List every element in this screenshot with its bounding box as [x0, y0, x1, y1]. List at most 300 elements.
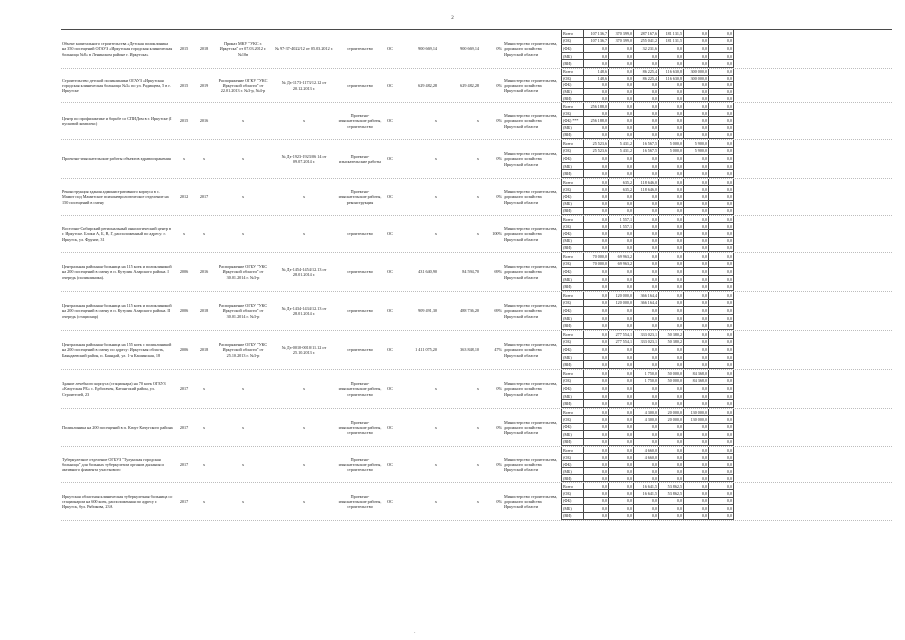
readiness-percent: 47% [494, 347, 502, 353]
amount-cell: 0,0 [709, 103, 734, 110]
amount-cell: 0,0 [709, 238, 734, 245]
amount-cell: 0,0 [634, 216, 659, 223]
amount-cell: 0,0 [609, 155, 634, 163]
source-label: (ВИ) [562, 95, 584, 102]
amount-cell: 0,0 [634, 283, 659, 291]
amount-cell: 16 567,5 [634, 140, 659, 148]
source-code: ОС [387, 46, 393, 52]
amount-cell: 0,0 [584, 89, 609, 96]
source-label: (ОБ) [562, 261, 584, 269]
amount-cell: 0,0 [684, 117, 709, 124]
amount-cell: 0,0 [609, 45, 634, 53]
amount-cell: 0,0 [709, 409, 734, 416]
amount-cell: 0,0 [684, 223, 709, 230]
estimated-cost: х [434, 118, 437, 124]
amount-cell: 0,0 [659, 431, 684, 438]
readiness-percent: 0% [496, 82, 502, 88]
amount-cell: 0,0 [684, 53, 709, 61]
work-type: строительство [347, 308, 373, 314]
end-year: х [202, 156, 206, 162]
amount-cell: 0,0 [709, 475, 734, 482]
end-year: 2018 [199, 46, 209, 52]
amount-cell: 0,0 [709, 307, 734, 315]
source-code: ОС [387, 194, 393, 200]
amount-cell: 0,0 [709, 393, 734, 401]
source-code: ОС [387, 498, 393, 504]
amount-cell: 0,0 [584, 223, 609, 230]
amount-cell: 0,0 [684, 110, 709, 117]
amount-cell: 0,0 [584, 230, 609, 237]
amount-cell: 0,0 [684, 468, 709, 475]
amount-cell: 366 164,4 [634, 300, 659, 308]
source-label: (ОБ) [562, 186, 584, 193]
amount-cell: 300 000,0 [684, 76, 709, 83]
amount-cell: 0,0 [659, 82, 684, 89]
amount-cell: 0,0 [659, 186, 684, 193]
end-year: х [202, 461, 206, 467]
amount-cell: 0,0 [709, 76, 734, 83]
source-label: Всего [562, 69, 584, 76]
amount-cell: 0,0 [659, 163, 684, 171]
amount-cell: 0,0 [609, 69, 634, 76]
amount-cell: 0,0 [659, 110, 684, 117]
investment-table [61, 29, 892, 521]
source-label: (ФБ) *** [562, 117, 584, 124]
source-code: ОС [387, 461, 393, 467]
amount-cell: 0,0 [609, 370, 634, 378]
amount-cell: 0,0 [659, 468, 684, 475]
amount-cell: 0,0 [584, 490, 609, 497]
amount-cell: 0,0 [659, 447, 684, 454]
amount-cell: 50 000,0 [659, 370, 684, 378]
decision-doc: х [241, 156, 245, 162]
source-label: (МБ) [562, 163, 584, 171]
amount-cell: 0,0 [684, 89, 709, 96]
amount-cell: 277 554,1 [609, 339, 634, 347]
amount-cell: 0,0 [684, 483, 709, 490]
amount-cell: 0,0 [684, 132, 709, 139]
amount-cell: 0,0 [634, 354, 659, 362]
amount-cell: 0,0 [709, 30, 734, 38]
amount-cell: 0,0 [609, 475, 634, 482]
source-code: ОС [387, 347, 393, 353]
amount-cell: 0,0 [709, 45, 734, 53]
amount-cell: 277 554,1 [609, 331, 634, 339]
amount-cell: 0,0 [609, 268, 634, 276]
end-year: 2017 [199, 194, 209, 200]
amount-cell: 0,0 [709, 339, 734, 347]
amount-cell: 20 000,0 [659, 416, 684, 423]
amount-cell: 0,0 [584, 505, 609, 512]
amount-cell: 0,0 [684, 186, 709, 193]
amount-cell: 0,0 [709, 322, 734, 330]
amount-cell: 0,0 [634, 439, 659, 446]
amount-cell: 0,0 [609, 238, 634, 245]
work-type: строительство [347, 82, 373, 88]
start-year: 2012 [179, 194, 189, 200]
amount-cell: 0,0 [634, 95, 659, 102]
amount-cell: 0,0 [609, 245, 634, 252]
amount-cell: 0,0 [709, 223, 734, 230]
amount-cell: 0,0 [634, 385, 659, 393]
object-name: Туберкулезное отделение ОГБУЗ "Тулунская городская больница" для больных туберкулезом органов дыхания и активного фламента участкового [62, 456, 164, 473]
amount-cell: 4 300,0 [634, 409, 659, 416]
object-name: Проектно-изыскательские работы объектов здравоохранения [62, 156, 171, 162]
amount-cell: 0,0 [634, 208, 659, 215]
end-year: х [202, 231, 206, 237]
start-year: 2006 [179, 347, 189, 353]
amount-cell: 25 523,6 [584, 148, 609, 156]
amount-cell: 0,0 [609, 513, 634, 520]
amount-cell: 0,0 [584, 179, 609, 186]
amount-cell: 107 136,7 [584, 30, 609, 38]
amount-cell: 0,0 [684, 354, 709, 362]
amount-cell: 0,0 [584, 393, 609, 401]
amount-cell: 0,0 [684, 193, 709, 200]
amount-cell: 0,0 [584, 60, 609, 68]
amount-cell: 5 900,0 [684, 140, 709, 148]
end-year: х [202, 498, 206, 504]
amount-cell: 0,0 [659, 230, 684, 237]
amount-cell: 0,0 [584, 339, 609, 347]
remaining-cost: х [476, 118, 479, 124]
amount-cell: 256 188,0 [584, 103, 609, 110]
financing-grid [561, 179, 733, 215]
financing-grid [561, 370, 733, 408]
amount-cell: 0,0 [634, 89, 659, 96]
object-name: Поликлиника на 200 посещений в п. Качуг Качугского района [62, 424, 173, 430]
amount-cell: 0,0 [609, 117, 634, 124]
remaining-cost: х [476, 461, 479, 467]
financing-grid [561, 253, 733, 291]
amount-cell: 1 750,0 [634, 378, 659, 386]
amount-cell: 0,0 [709, 454, 734, 461]
amount-cell: 0,0 [684, 322, 709, 330]
amount-cell: 0,0 [659, 60, 684, 68]
amount-cell: 0,0 [634, 346, 659, 354]
amount-cell: 0,0 [609, 505, 634, 512]
amount-cell: 5 900,0 [684, 148, 709, 156]
amount-cell: 0,0 [609, 346, 634, 354]
amount-cell: 0,0 [659, 322, 684, 330]
financing-grid [561, 483, 733, 520]
amount-cell: 0,0 [659, 53, 684, 61]
amount-cell: 0,0 [634, 431, 659, 438]
amount-cell: 0,0 [684, 393, 709, 401]
amount-cell: 0,0 [634, 238, 659, 245]
amount-cell: 0,0 [684, 283, 709, 291]
amount-cell: 0,0 [634, 475, 659, 482]
amount-cell: 0,0 [584, 513, 609, 520]
amount-cell: 53 862,5 [659, 490, 684, 497]
source-label: (ФБ) [562, 498, 584, 505]
amount-cell: 0,0 [584, 409, 609, 416]
amount-cell: 0,0 [634, 315, 659, 323]
amount-cell: 0,0 [684, 261, 709, 269]
source-label: (МБ) [562, 276, 584, 284]
amount-cell: 0,0 [634, 163, 659, 171]
decision-doc: Распоряжение ОГБУ "УКС Иркутской области" от 30.01.2014 г. №3-р [218, 264, 268, 280]
source-label: (ВИ) [562, 170, 584, 178]
source-label: (ВИ) [562, 208, 584, 215]
source-code: ОС [387, 82, 393, 88]
amount-cell: 0,0 [609, 95, 634, 102]
amount-cell: 0,0 [634, 253, 659, 261]
amount-cell: 0,0 [684, 346, 709, 354]
amount-cell: 0,0 [634, 505, 659, 512]
amount-cell: 0,0 [584, 424, 609, 431]
source-label: Всего [562, 447, 584, 454]
amount-cell: 635,2 [609, 179, 634, 186]
expertise-doc: № Дз-1923-1923/06 14 от 09.07.2014 г. [281, 153, 327, 164]
table-row [61, 483, 892, 521]
end-year: 2016 [199, 118, 209, 124]
amount-cell: 0,0 [709, 95, 734, 102]
remaining-cost: х [476, 194, 479, 200]
table-row [61, 103, 892, 140]
amount-cell: 0,0 [659, 300, 684, 308]
source-label: Всего [562, 253, 584, 261]
amount-cell: 0,0 [584, 163, 609, 171]
financing-grid [561, 331, 733, 369]
amount-cell: 0,0 [609, 409, 634, 416]
source-code: ОС [387, 156, 393, 162]
amount-cell: 0,0 [659, 45, 684, 53]
amount-cell: 0,0 [709, 400, 734, 408]
amount-cell: 0,0 [584, 447, 609, 454]
amount-cell: 0,0 [709, 354, 734, 362]
source-label: (МБ) [562, 125, 584, 132]
estimated-cost: х [434, 424, 437, 430]
amount-cell: 0,0 [634, 60, 659, 68]
amount-cell: 0,0 [659, 393, 684, 401]
amount-cell: 0,0 [634, 82, 659, 89]
amount-cell: 0,0 [709, 268, 734, 276]
start-year: 2017 [179, 498, 189, 504]
readiness-percent: 100% [492, 231, 502, 237]
amount-cell: 0,0 [584, 170, 609, 178]
table-row [61, 179, 892, 216]
amount-cell: 0,0 [634, 513, 659, 520]
amount-cell: 0,0 [584, 82, 609, 89]
estimated-cost: 431 640,90 [418, 269, 437, 275]
amount-cell: 0,0 [709, 385, 734, 393]
customer: Министерство строительства, дорожного хозяйства Иркутской области [504, 113, 558, 129]
amount-cell: 0,0 [609, 393, 634, 401]
readiness-percent: 0% [496, 386, 502, 392]
amount-cell: 181 131,5 [659, 38, 684, 46]
amount-cell: 0,0 [684, 45, 709, 53]
start-year: 2015 [179, 118, 189, 124]
work-type: Проектно-изыскательские работы, реконструкция [338, 189, 382, 205]
decision-doc: Приказ МКУ "УКС г. Иркутска" от 07.03.2012 г. №10в [219, 41, 267, 57]
amount-cell: 0,0 [684, 201, 709, 208]
decision-doc: х [241, 424, 245, 430]
amount-cell: 0,0 [684, 461, 709, 468]
source-label: (ВИ) [562, 132, 584, 139]
amount-cell: 0,0 [709, 276, 734, 284]
amount-cell: 0,0 [684, 60, 709, 68]
amount-cell: 16 641,5 [634, 490, 659, 497]
amount-cell: 0,0 [684, 400, 709, 408]
amount-cell: 0,0 [584, 45, 609, 53]
amount-cell: 0,0 [659, 193, 684, 200]
estimated-cost: 909 491,30 [418, 308, 437, 314]
source-label: (ФБ) [562, 155, 584, 163]
amount-cell: 0,0 [609, 163, 634, 171]
amount-cell: 0,0 [684, 230, 709, 237]
source-label: (МБ) [562, 354, 584, 362]
amount-cell: 0,0 [684, 155, 709, 163]
source-label: (ФБ) [562, 230, 584, 237]
amount-cell: 0,0 [584, 268, 609, 276]
source-label: (ОБ) [562, 454, 584, 461]
amount-cell: 50 000,0 [659, 378, 684, 386]
amount-cell: 0,0 [659, 276, 684, 284]
amount-cell: 0,0 [709, 60, 734, 68]
amount-cell: 130 000,0 [684, 409, 709, 416]
amount-cell: 0,0 [609, 447, 634, 454]
readiness-percent: 0% [496, 424, 502, 430]
amount-cell: 0,0 [609, 193, 634, 200]
estimated-cost: х [434, 498, 437, 504]
amount-cell: 0,0 [634, 461, 659, 468]
amount-cell: 0,0 [709, 331, 734, 339]
amount-cell: 0,0 [709, 216, 734, 223]
table-row [61, 140, 892, 179]
estimated-cost: х [434, 461, 437, 467]
amount-cell: 0,0 [709, 208, 734, 215]
amount-cell: 0,0 [709, 253, 734, 261]
amount-cell: 0,0 [634, 393, 659, 401]
amount-cell: 148,6 [584, 69, 609, 76]
amount-cell: 0,0 [684, 170, 709, 178]
amount-cell: 0,0 [709, 300, 734, 308]
amount-cell: 0,0 [634, 361, 659, 369]
readiness-percent: 0% [496, 498, 502, 504]
expertise-doc: № 97-37-4022/12 от 05.03.2012 г. [274, 46, 334, 52]
amount-cell: 53 862,5 [659, 483, 684, 490]
source-label: Всего [562, 370, 584, 378]
amount-cell: 0,0 [709, 148, 734, 156]
amount-cell: 0,0 [609, 125, 634, 132]
amount-cell: 0,0 [584, 110, 609, 117]
bottom-mark: · [414, 631, 416, 636]
amount-cell: 287 167,6 [634, 30, 659, 38]
financing-grid [561, 409, 733, 446]
start-year: х [182, 231, 186, 237]
amount-cell: 0,0 [684, 447, 709, 454]
amount-cell: 0,0 [684, 431, 709, 438]
amount-cell: 0,0 [684, 292, 709, 300]
source-label: (ОБ) [562, 110, 584, 117]
amount-cell: 0,0 [634, 155, 659, 163]
amount-cell: 0,0 [709, 431, 734, 438]
amount-cell: 0,0 [609, 307, 634, 315]
amount-cell: 0,0 [684, 331, 709, 339]
amount-cell: 5 431,2 [609, 148, 634, 156]
amount-cell: 0,0 [659, 238, 684, 245]
work-type: Проектно-изыскательские работы, строительство [338, 493, 382, 510]
estimated-cost: 900 669,14 [418, 46, 437, 52]
amount-cell: 0,0 [709, 82, 734, 89]
amount-cell: 0,0 [659, 400, 684, 408]
amount-cell: 0,0 [684, 490, 709, 497]
start-year: х [182, 156, 186, 162]
work-type: строительство [347, 347, 373, 353]
amount-cell: 0,0 [659, 385, 684, 393]
end-year: 2018 [199, 308, 209, 314]
amount-cell: 0,0 [659, 125, 684, 132]
amount-cell: 0,0 [584, 431, 609, 438]
source-label: (ФБ) [562, 307, 584, 315]
amount-cell: 0,0 [709, 361, 734, 369]
amount-cell: 0,0 [609, 315, 634, 323]
amount-cell: 0,0 [709, 424, 734, 431]
amount-cell: 5 000,0 [659, 140, 684, 148]
remaining-cost: 84 594,70 [462, 269, 479, 275]
source-label: (ВИ) [562, 513, 584, 520]
amount-cell: 0,0 [684, 339, 709, 347]
source-label: (МБ) [562, 201, 584, 208]
amount-cell: 0,0 [634, 245, 659, 252]
amount-cell: 0,0 [659, 513, 684, 520]
source-label: Всего [562, 409, 584, 416]
start-year: 2015 [179, 46, 189, 52]
expertise-doc: № Дз-1454-1454/12.13 от 28.01.2014 г. [281, 266, 327, 277]
object-name: Объект капитального строительства «Детская поликлиника на 350 посещений ОГАУЗ «Иркутская городская клиническая больница №8» в Ленинском районе г. Иркутска» [62, 41, 173, 57]
source-label: (ВИ) [562, 475, 584, 482]
amount-cell: 0,0 [659, 208, 684, 215]
source-label: (МБ) [562, 505, 584, 512]
source-label: (ВИ) [562, 245, 584, 252]
amount-cell: 0,0 [634, 132, 659, 139]
amount-cell: 0,0 [584, 354, 609, 362]
amount-cell: 0,0 [709, 315, 734, 323]
source-code: ОС [387, 386, 393, 392]
amount-cell: 0,0 [584, 322, 609, 330]
amount-cell: 4 660,0 [634, 454, 659, 461]
amount-cell: 0,0 [709, 117, 734, 124]
end-year: 2018 [199, 347, 209, 353]
amount-cell: 0,0 [659, 132, 684, 139]
decision-doc: х [241, 118, 245, 124]
expertise-doc: х [302, 118, 306, 124]
expertise-doc: № Дз-0010-0010/11.12 от 25.10.2013 г. [281, 344, 327, 355]
amount-cell: 0,0 [634, 103, 659, 110]
amount-cell: 0,0 [709, 140, 734, 148]
amount-cell: 0,0 [659, 346, 684, 354]
amount-cell: 0,0 [709, 513, 734, 520]
amount-cell: 0,0 [634, 193, 659, 200]
amount-cell: 25 523,6 [584, 140, 609, 148]
customer: Министерство строительства, дорожного хозяйства Иркутской области [504, 342, 558, 358]
amount-cell: 0,0 [709, 89, 734, 96]
amount-cell: 181 131,5 [659, 30, 684, 38]
amount-cell: 5 000,0 [659, 148, 684, 156]
amount-cell: 0,0 [684, 208, 709, 215]
readiness-percent: 69% [494, 308, 502, 314]
amount-cell: 0,0 [609, 468, 634, 475]
amount-cell: 0,0 [709, 193, 734, 200]
work-type: строительство [347, 231, 373, 237]
amount-cell: 0,0 [684, 30, 709, 38]
amount-cell: 256 188,0 [584, 117, 609, 124]
amount-cell: 50 380,2 [659, 339, 684, 347]
amount-cell: 0,0 [659, 253, 684, 261]
amount-cell: 1 557,1 [609, 223, 634, 230]
work-type: Проектно-изыскательские работы, строительство [338, 113, 382, 129]
